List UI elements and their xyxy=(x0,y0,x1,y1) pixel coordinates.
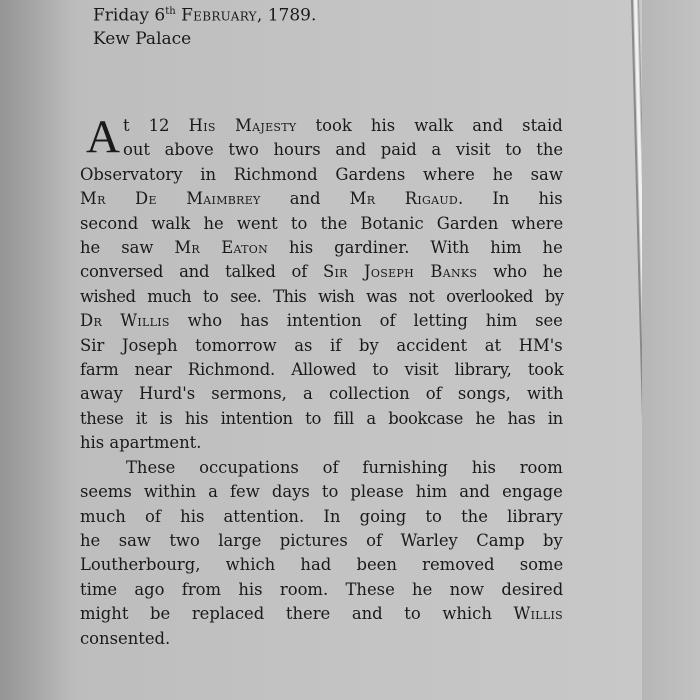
text-line: Loutherbourg, which had been removed some xyxy=(80,555,564,575)
text-line: These occupations of furnishing his room xyxy=(126,457,563,477)
gutter-shadow xyxy=(0,0,80,700)
text-line: these it is his intention to fill a bookcase he has in xyxy=(80,408,563,428)
place-line: Kew Palace xyxy=(93,28,192,49)
text-line: away Hurd's sermons, a collection of songs, with xyxy=(80,384,564,404)
text-line: wished much to see. This wish was not overlooked by xyxy=(80,286,564,306)
text-line: might be replaced there and to which Willis xyxy=(80,604,563,624)
text-line: seems within a few days to please him and engage xyxy=(80,482,563,502)
text-line: farm near Richmond. Allowed to visit library, took xyxy=(80,360,564,380)
paragraph-2 xyxy=(80,456,563,651)
text-line: his apartment. xyxy=(80,433,202,453)
paragraph-1 xyxy=(80,111,564,456)
text-line: t 12 His Majesty took his walk and staid xyxy=(122,116,563,135)
facing-page xyxy=(642,0,700,700)
text-line: Observatory in Richmond Gardens where he saw xyxy=(80,164,563,184)
date-ordinal: th xyxy=(165,6,176,17)
date-month: February xyxy=(181,5,257,26)
diary-entry xyxy=(80,111,564,651)
text-line: he saw Mr Eaton his gardiner. With him he xyxy=(80,238,563,258)
text-line: much of his attention. In going to the library xyxy=(80,506,563,526)
date-year: , 1789. xyxy=(256,5,317,26)
date-line xyxy=(93,0,316,28)
text-line: second walk he went to the Botanic Garden where xyxy=(80,213,564,233)
text-line: out above two hours and paid a visit to the xyxy=(122,140,564,160)
text-line: Dr Willis who has intention of letting him see xyxy=(80,311,563,331)
text-line: conversed and talked of Sir Joseph Banks who he xyxy=(80,262,563,282)
date-day: Friday 6 xyxy=(93,5,166,26)
drop-cap: A xyxy=(86,111,120,163)
diary-header xyxy=(93,0,316,51)
text-line: Mr De Maimbrey and Mr Rigaud. In his xyxy=(80,189,563,209)
text-line: Sir Joseph tomorrow as if by accident at HM's xyxy=(80,335,563,355)
text-line: he saw two large pictures of Warley Camp by xyxy=(80,530,563,550)
text-line: time ago from his room. These he now desired xyxy=(80,579,564,599)
text-line: consented. xyxy=(80,628,171,648)
